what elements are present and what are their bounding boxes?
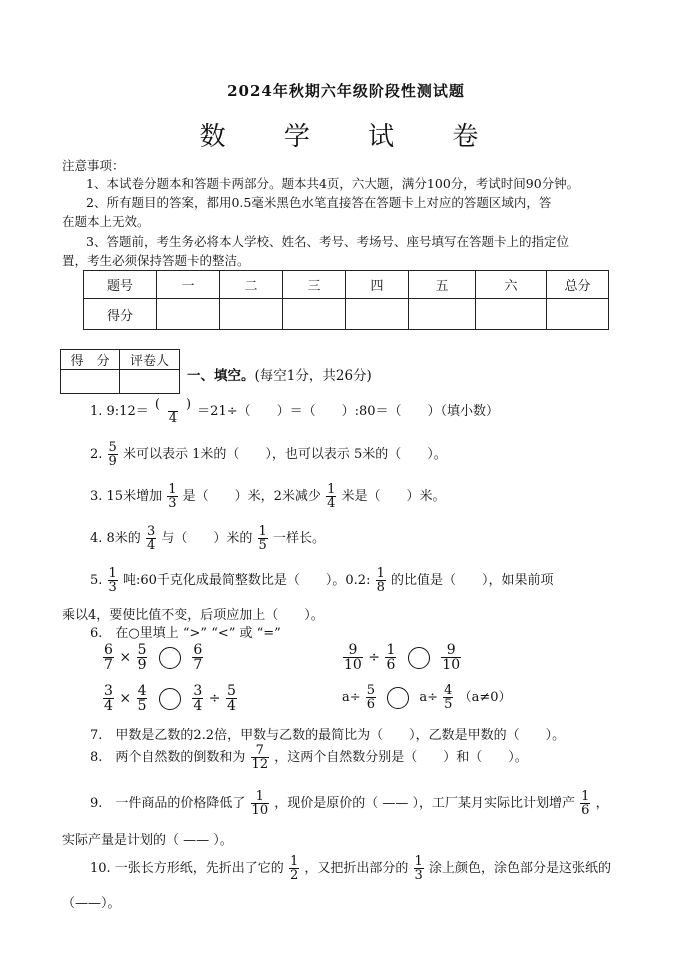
fraction — [146, 525, 156, 552]
denominator: 7 — [193, 657, 203, 673]
notes-item: 在题本上无效。 — [62, 214, 150, 229]
numerator: 5 — [108, 440, 117, 455]
denominator: 3 — [168, 496, 177, 511]
numerator: 4 — [444, 683, 453, 698]
fraction — [108, 567, 118, 594]
score-row-label: 得分 — [84, 299, 157, 330]
fraction — [251, 744, 270, 771]
score-cell — [547, 299, 609, 330]
denominator: 9 — [108, 454, 117, 469]
q5-text-b: 吨:60千克化成最简整数比是（ ）。0.2: — [122, 573, 371, 588]
numerator: 1 — [255, 789, 264, 804]
score-header-cell: 总分 — [547, 271, 609, 299]
numerator: 1 — [168, 482, 177, 497]
exam-subtitle: 2024年秋期六年级阶段性测试题 — [227, 82, 465, 100]
q3-text-b: 是（ ）米，2米减少 — [182, 489, 321, 504]
fraction — [137, 684, 148, 713]
question-7: 7. 甲数是乙数的2.2倍，甲数与乙数的最简比为（ ），乙数是甲数的（ ）。 — [90, 728, 566, 743]
exam-title: 数 学 试 卷 — [199, 122, 493, 152]
compare-text-c: （a≠0） — [458, 690, 512, 705]
numerator: 1 — [376, 566, 385, 581]
numerator: 1 — [581, 789, 590, 804]
denominator: 2 — [289, 868, 299, 883]
grader-box — [60, 349, 180, 394]
section-note: (每空1分，共26分) — [254, 368, 372, 384]
compare-circle[interactable] — [408, 647, 430, 669]
operator: × — [119, 690, 132, 707]
q2-text-a: 2. — [90, 447, 103, 462]
question-2 — [90, 441, 447, 468]
score-header-cell: 三 — [283, 271, 346, 299]
denominator: 4 — [226, 698, 236, 714]
denominator: 6 — [386, 657, 396, 673]
compare-circle[interactable] — [159, 647, 181, 669]
numerator: 4 — [137, 683, 147, 699]
fraction — [366, 684, 376, 711]
numerator: 6 — [104, 642, 113, 658]
denominator: 4 — [193, 698, 203, 714]
fraction — [137, 643, 148, 672]
numerator: 9 — [348, 642, 358, 658]
fraction — [580, 790, 590, 817]
q8-text-b: ，这两个自然数分别是（ ）和（ ）。 — [274, 750, 528, 765]
notes-item: 3、答题前，考生务必将本人学校、姓名、考号、考场号、座号填写在答题卡上的指定位 — [86, 234, 569, 249]
question-9-line2: 实际产量是计划的（ —— ）。 — [62, 833, 233, 848]
fraction — [441, 643, 461, 672]
numerator: 5 — [366, 683, 376, 698]
q3-text-c: 米是（ ）米。 — [341, 489, 446, 504]
score-header-cell: 四 — [346, 271, 409, 299]
fraction — [108, 441, 118, 468]
numerator: 1 — [108, 566, 117, 581]
question-4 — [90, 525, 325, 552]
denominator: 8 — [376, 580, 385, 595]
numerator: 1 — [327, 482, 336, 497]
denominator: 4 — [327, 496, 336, 511]
numerator: 1 — [414, 854, 423, 869]
question-3 — [90, 483, 446, 510]
denominator: 3 — [414, 868, 423, 883]
numerator: 6 — [193, 642, 203, 658]
score-header-cell: 六 — [476, 271, 547, 299]
numerator: 1 — [289, 854, 299, 869]
numerator: 1 — [258, 524, 267, 539]
compare-3 — [102, 684, 238, 713]
grader-cell — [61, 370, 120, 394]
numerator: 1 — [386, 642, 396, 658]
operator: ÷ — [208, 690, 221, 707]
question-10-line2: （——）。 — [62, 896, 121, 911]
score-cell — [220, 299, 283, 330]
operator: × — [119, 649, 132, 666]
denominator: 6 — [581, 803, 590, 818]
fraction — [192, 643, 203, 672]
q10-text-b: ，又把折出部分的 — [304, 861, 409, 876]
numerator: 3 — [104, 683, 113, 699]
compare-2 — [342, 643, 462, 672]
question-1 — [90, 398, 499, 425]
numerator: 5 — [137, 642, 147, 658]
fraction — [192, 684, 203, 713]
notes-item: 2、所有题目的答案，都用0.5毫米黑色水笔直接答在答题卡上对应的答题区域内，答 — [86, 195, 552, 210]
denominator: 10 — [251, 803, 269, 818]
fraction — [289, 855, 299, 882]
notes-item: 1、本试卷分题本和答题卡两部分。题本共4页，六大题，满分100分，考试时间90分钟。 — [86, 176, 580, 191]
fraction — [103, 643, 114, 672]
fraction — [343, 643, 363, 672]
denominator: 6 — [366, 697, 376, 712]
notes-item: 置，考生必须保持答题卡的整洁。 — [62, 253, 250, 268]
notes-heading: 注意事项： — [62, 158, 125, 173]
q4-text-c: 一样长。 — [272, 531, 325, 546]
question-5 — [90, 567, 554, 594]
numerator: 7 — [255, 743, 264, 758]
question-9 — [90, 790, 609, 817]
fraction — [167, 483, 177, 510]
question-5-line2: 乘以4，要使比值不变，后项应加上（ ）。 — [62, 608, 324, 623]
score-cell — [476, 299, 547, 330]
q10-text-a: 10. 一张长方形纸，先折出了它的 — [90, 861, 284, 876]
score-header-cell: 五 — [409, 271, 476, 299]
score-header-cell: 题号 — [84, 271, 157, 299]
denominator: 5 — [444, 697, 453, 712]
question-8 — [90, 744, 528, 771]
numerator: 3 — [193, 683, 203, 699]
compare-text-b: a÷ — [419, 690, 439, 705]
score-cell — [157, 299, 220, 330]
denominator: 12 — [251, 757, 269, 772]
q9-text-c: ， — [595, 796, 609, 811]
numerator: 5 — [226, 683, 236, 699]
fraction — [258, 525, 268, 552]
q1-text-b: ＝21÷（ ）＝（ ）:80＝（ ）（填小数） — [197, 404, 500, 419]
fraction — [414, 855, 424, 882]
score-cell — [346, 299, 409, 330]
denominator: 10 — [344, 657, 362, 673]
grader-cell — [120, 370, 180, 394]
score-header-cell: 一 — [157, 271, 220, 299]
numerator: ( ) — [154, 397, 192, 412]
score-table — [83, 270, 609, 330]
question-10 — [90, 855, 611, 882]
fraction — [226, 684, 237, 713]
compare-1 — [102, 643, 204, 672]
compare-text-a: a÷ — [342, 690, 361, 705]
denominator: 3 — [108, 580, 117, 595]
q10-text-c: 涂上颜色，涂色部分是这张纸的 — [428, 861, 611, 876]
denominator: 4 — [104, 698, 113, 714]
numerator: 9 — [446, 642, 456, 658]
question-6: 6. 在○里填上 “>” “<” 或 “=” — [90, 626, 281, 641]
fraction — [251, 790, 270, 817]
fraction — [385, 643, 396, 672]
q8-text-a: 8. 两个自然数的倒数和为 — [90, 750, 246, 765]
score-header-cell: 二 — [220, 271, 283, 299]
denominator: 4 — [168, 411, 178, 426]
q4-text-a: 4. 8米的 — [90, 531, 141, 546]
fraction — [326, 483, 336, 510]
compare-4 — [342, 684, 512, 711]
q9-text-b: ，现价是原价的（ —— ），工厂某月实际比计划增产 — [274, 796, 575, 811]
compare-circle[interactable] — [159, 688, 181, 710]
denominator: 5 — [137, 698, 147, 714]
denominator: 9 — [137, 657, 147, 673]
section-title — [187, 364, 372, 384]
denominator: 7 — [104, 657, 113, 673]
denominator: 10 — [442, 657, 461, 673]
q5-text-a: 5. — [90, 573, 103, 588]
operator: ÷ — [368, 649, 381, 666]
q2-text-b: 米可以表示 1米的（ ），也可以表示 5米的（ ）。 — [122, 447, 447, 462]
fraction — [443, 684, 453, 711]
compare-circle[interactable] — [387, 687, 409, 709]
score-cell — [409, 299, 476, 330]
q4-text-b: 与（ ）米的 — [161, 531, 253, 546]
denominator: 5 — [258, 538, 267, 553]
fraction — [376, 567, 386, 594]
q3-text-a: 3. 15米增加 — [90, 489, 163, 504]
q1-text-a: 1. 9:12＝ — [90, 404, 149, 419]
denominator: 4 — [146, 538, 156, 553]
section-title-text: 一、填空。 — [187, 368, 255, 384]
score-cell — [283, 299, 346, 330]
numerator: 3 — [146, 524, 156, 539]
q9-text-a: 9. 一件商品的价格降低了 — [90, 796, 246, 811]
grader-label: 评卷人 — [120, 350, 180, 370]
grader-score-label: 得 分 — [61, 350, 120, 370]
fraction — [154, 398, 192, 425]
fraction — [103, 684, 114, 713]
q5-text-c: 的比值是（ ），如果前项 — [391, 573, 554, 588]
